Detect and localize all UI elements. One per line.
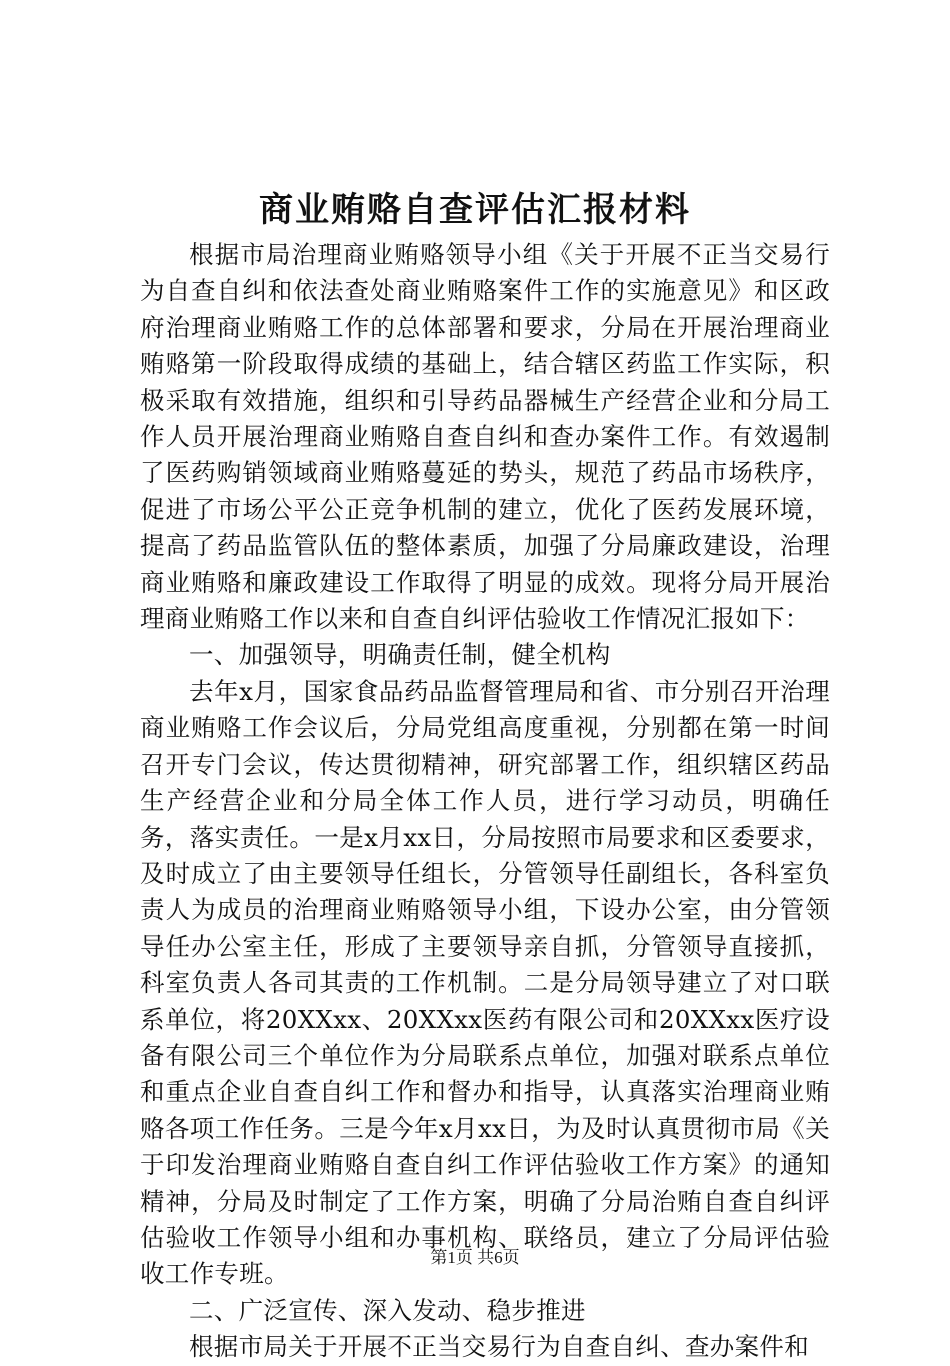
section-heading-1: 一、加强领导，明确责任制，健全机构 <box>189 640 611 670</box>
paragraph-section-2: 根据市局关于开展不正当交易行为自查自纠、查办案件和 <box>189 1332 809 1362</box>
section-heading-2: 二、广泛宣传、深入发动、稳步推进 <box>189 1295 586 1325</box>
paragraph-intro: 根据市局治理商业贿赂领导小组《关于开展不正当交易行为自查自纠和依法查处商业贿赂案件工作的实施意见》和区政府治理商业贿赂工作的总体部署和要求，分局在开展治理商业贿赂第一阶段取得成绩的基础上，结合辖区药监工作实际，积极采取有效措施，组织和引导药品器械生产经营企业和分局工作人员开展治理商业贿赂自查自纠和查办案件工作。有效遏制了医药购销领域商业贿赂蔓延的势头，规范了药品市场秩序，促进了市场公平公正竞争机制的建立，优化了医药发展环境，提高了药品监管队伍的整体素质，加强了分局廉政建设，治理商业贿赂和廉政建设工作取得了明显的成效。现将分局开展治理商业贿赂工作以来和自查自纠评估验收工作情况汇报如下： <box>140 240 830 634</box>
document-body <box>140 237 830 1366</box>
paragraph-section-1: 去年x月，国家食品药品监督管理局和省、市分别召开治理商业贿赂工作会议后，分局党组高度重视，分别都在第一时间召开专门会议，传达贯彻精神，研究部署工作，组织辖区药品生产经营企业和分局全体工作人员，进行学习动员，明确任务，落实责任。一是x月xx日，分局按照市局要求和区委要求，及时成立了由主要领导任组长，分管领导任副组长，各科室负责人为成员的治理商业贿赂领导小组，下设办公室，由分管领导任办公室主任，形成了主要领导亲自抓，分管领导直接抓，科室负责人各司其责的工作机制。二是分局领导建立了对口联系单位，将20XXxx、20XXxx医药有限公司和20XXxx医疗设备有限公司三个单位作为分局联系点单位，加强对联系点单位和重点企业自查自纠工作和督办和指导，认真落实治理商业贿赂各项工作任务。三是今年x月xx日，为及时认真贯彻市局《关于印发治理商业贿赂自查自纠工作评估验收工作方案》的通知精神，分局及时制定了工作方案，明确了分局治贿自查自纠评估验收工作领导小组和办事机构、联络员，建立了分局评估验收工作专班。 <box>140 676 830 1289</box>
document-title: 商业贿赂自查评估汇报材料 <box>259 190 691 230</box>
page-footer: 第1页 共6页 <box>430 1248 520 1267</box>
